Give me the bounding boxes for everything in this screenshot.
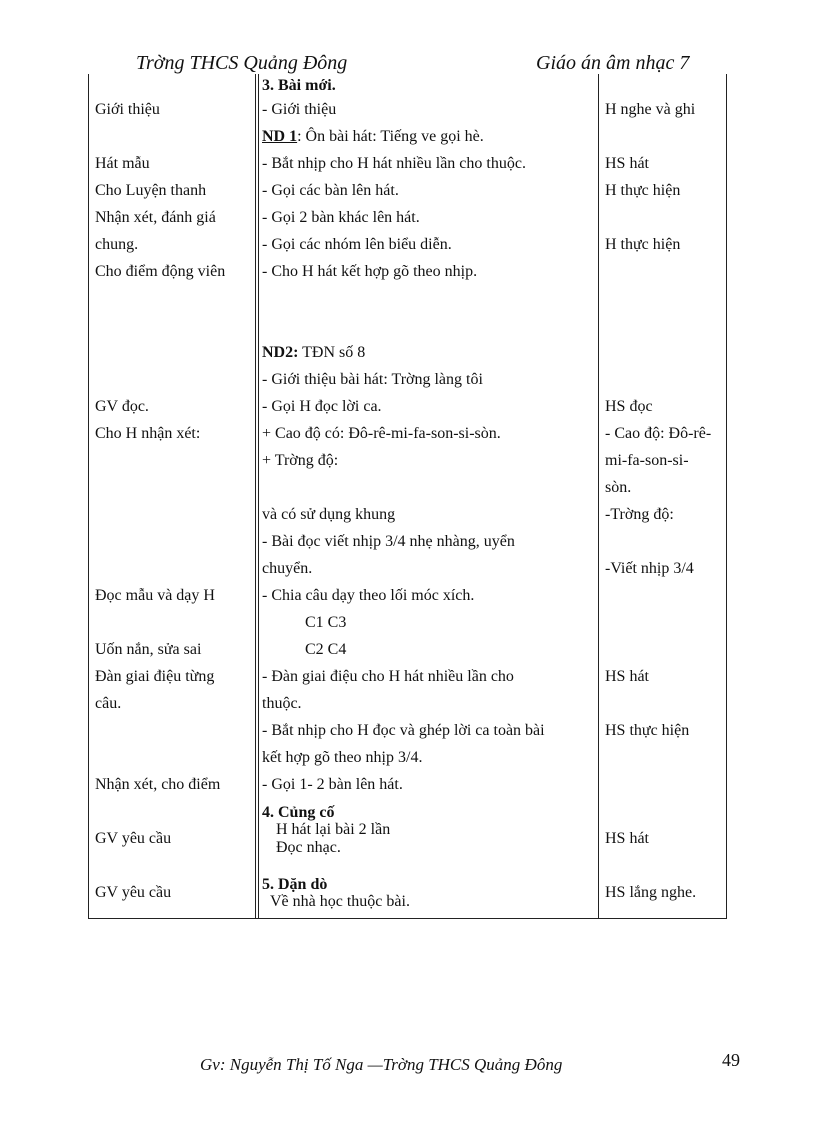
- footer-author: Gv: Nguyễn Thị Tố Nga —Trờng THCS Quảng Đông: [200, 1055, 563, 1074]
- student-activity: HS hát: [605, 830, 649, 847]
- content-line: + Trờng độ:: [262, 452, 339, 469]
- column-divider: [598, 74, 599, 919]
- student-activity: HS hát: [605, 155, 649, 172]
- teacher-activity: chung.: [95, 236, 139, 253]
- teacher-activity: Nhận xét, cho điểm: [95, 776, 221, 793]
- content-line: - Đàn giai điệu cho H hát nhiều lần cho: [262, 668, 514, 685]
- teacher-activity: Uốn nắn, sửa sai: [95, 641, 202, 658]
- teacher-activity: GV yêu cầu: [95, 884, 172, 901]
- teacher-activity: Nhận xét, đánh giá: [95, 209, 216, 226]
- column-divider: [255, 74, 256, 919]
- content-line: Về nhà học thuộc bài.: [270, 893, 410, 910]
- student-activity: H thực hiện: [605, 236, 681, 253]
- content-line: - Bắt nhịp cho H hát nhiều lần cho thuộc.: [262, 155, 526, 172]
- teacher-activity: GV đọc.: [95, 398, 149, 415]
- content-line: - Bắt nhịp cho H đọc và ghép lời ca toàn bài: [262, 722, 545, 739]
- content-line: C1 C3: [305, 614, 347, 631]
- teacher-activity: Cho điểm động viên: [95, 263, 226, 280]
- teacher-activity: Giới thiệu: [95, 101, 160, 118]
- page-number: 49: [722, 1050, 740, 1070]
- student-activity: sòn.: [605, 479, 632, 496]
- content-line: - Bài đọc viết nhịp 3/4 nhẹ nhàng, uyển: [262, 533, 515, 550]
- content-line: - Gọi 2 bàn khác lên hát.: [262, 209, 420, 226]
- content-line: và có sử dụng khung: [262, 506, 396, 523]
- content-line: - Giới thiệu: [262, 101, 337, 118]
- teacher-activity: Đọc mẫu và dạy H: [95, 587, 215, 604]
- header-subject: Giáo án âm nhạc 7: [536, 52, 690, 74]
- teacher-activity: Đàn giai điệu từng: [95, 668, 215, 685]
- section-heading: 3. Bài mới.: [262, 77, 336, 94]
- header-school: Trờng THCS Quảng Đông: [136, 52, 348, 74]
- student-activity: -Viết nhịp 3/4: [605, 560, 694, 577]
- student-activity: HS đọc: [605, 398, 653, 415]
- content-line: + Cao độ có: Đô-rê-mi-fa-son-si-sòn.: [262, 425, 501, 442]
- teacher-activity: Hát mẫu: [95, 155, 150, 172]
- student-activity: HS hát: [605, 668, 649, 685]
- content-line: - Gọi các nhóm lên biểu diễn.: [262, 236, 452, 253]
- content-line: - Gọi 1- 2 bàn lên hát.: [262, 776, 403, 793]
- content-line: kết hợp gõ theo nhịp 3/4.: [262, 749, 423, 766]
- content-line: Đọc nhạc.: [276, 839, 341, 856]
- content-line: thuộc.: [262, 695, 302, 712]
- nd1-text: : Ôn bài hát: Tiếng ve gọi hè.: [297, 128, 484, 145]
- content-line: - Gọi các bàn lên hát.: [262, 182, 399, 199]
- content-line: - Gọi H đọc lời ca.: [262, 398, 382, 415]
- section-heading: 4. Củng cố: [262, 804, 335, 821]
- content-line: chuyển.: [262, 560, 313, 577]
- content-line: - Cho H hát kết hợp gõ theo nhịp.: [262, 263, 478, 280]
- nd2-text: TĐN số 8: [298, 344, 366, 361]
- teacher-activity: GV yêu cầu: [95, 830, 172, 847]
- column-divider: [258, 74, 259, 919]
- content-line: H hát lại bài 2 lần: [276, 821, 391, 838]
- nd1-label: ND 1: [262, 128, 298, 145]
- content-line: - Giới thiệu bài hát: Trờng làng tôi: [262, 371, 483, 388]
- student-activity: H thực hiện: [605, 182, 681, 199]
- content-line: C2 C4: [305, 641, 347, 658]
- content-line: [262, 343, 365, 363]
- student-activity: H nghe và ghi: [605, 101, 696, 118]
- student-activity: HS lắng nghe.: [605, 884, 697, 901]
- teacher-activity: Cho H nhận xét:: [95, 425, 201, 442]
- student-activity: mi-fa-son-si-: [605, 452, 689, 469]
- nd2-label: ND2:: [262, 344, 299, 361]
- student-activity: - Cao độ: Đô-rê-: [605, 425, 712, 442]
- teacher-activity: câu.: [95, 695, 122, 712]
- teacher-activity: Cho Luyện thanh: [95, 182, 207, 199]
- content-line: - Chia câu dạy theo lối móc xích.: [262, 587, 475, 604]
- student-activity: -Trờng độ:: [605, 506, 674, 523]
- content-line: [262, 127, 484, 147]
- student-activity: HS thực hiện: [605, 722, 690, 739]
- section-heading: 5. Dặn dò: [262, 876, 328, 893]
